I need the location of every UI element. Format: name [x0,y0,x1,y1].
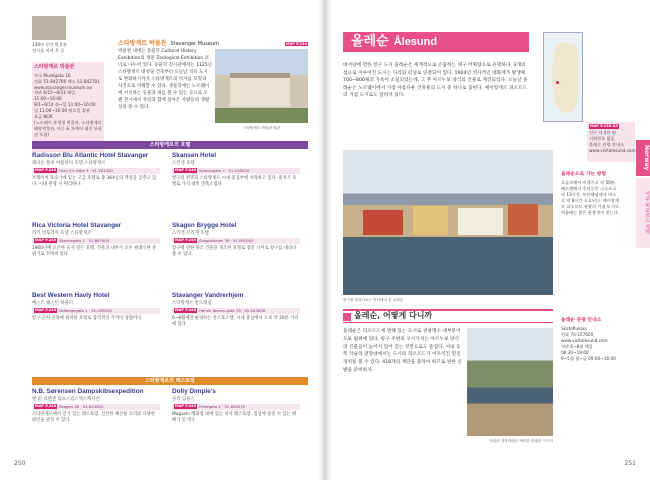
listing-info-bar [32,404,160,410]
listing-subtitle: 베스트 웨스턴 하블리 [32,300,73,306]
access-title: 올레순으로 가는 방법 [561,172,607,177]
listing-map-tag: MAP P.249 [35,404,57,409]
listing-name[interactable]: Skagen Brygge Hotel [172,222,237,229]
right-page [325,0,650,480]
getting-around-header [343,309,553,323]
page-number-left: 250 [14,459,26,467]
listing-entry [32,222,160,258]
museum-title-en: Stavanger Museum [170,40,219,47]
viewpoint-photo [467,328,553,436]
listing-description: 6~8월에만 운영하는 유스호스텔. 시내 중심에서 도보 약 20분 거리에 있다. [172,315,299,327]
listing-info-bar [32,168,160,174]
listing-contact: Skagen 26 · 51-843820 [59,404,104,410]
sidebar-title: 스타방게르 박물관 [34,64,75,70]
museum-title-ko: 스타방게르 박물관 [118,40,167,47]
listing-name[interactable]: Best Western Havly Hotel [32,292,110,299]
viewpoint-photo-caption: 악슬라 전망대에서 바라본 올레순 시가지 [489,439,553,443]
city-title-en: Ålesund [393,35,438,48]
listing-contact: Skagenkaien 30 · 51-850000 [199,238,254,244]
listing-info-bar [172,404,300,410]
listing-description: 항구 근처 골목에 위치한 호텔로 합리적인 가격이 장점이다. [32,315,143,321]
sidebar-text: 주소 Muségata 16 전화 51-842700 팩스 51-842701 www.stavanger.museum.no 개관 6/15~8/31 매일 11:00~16:00 9/1~6/14 화~일 11:00~16:00 일 11:00~16:00 월요일 휴관 요금 NOK (노르웨이 통계청 박물관, 스타방게르 해양박물관, 아동 & 차예어 대중 통합권 포함) [34,72,102,137]
listing-subtitle: 스카겐 브리게 호텔 [172,230,209,236]
restaurants-header: 스타방게르의 레스토랑 [32,377,308,385]
listing-entry [172,292,300,328]
listing-subtitle: 엔 비 쇠렌센 담프스킵스엑스페디숀 [32,396,100,402]
getting-around-title: 올레순, 어떻게 다니까 [354,311,433,321]
getting-around-text: 올레순은 피오르드에 면해 있는 도시로 관광명소 대부분이 도보 범위에 있다. 항구 주변의 구시가지는 아르누보 양식의 건물들이 늘어서 있어 걷는 것만으로도 즐겁다. 시내 동쪽 악슬라 전망대에서는 도시와 피오르드가 어우러진 멋진 경치를 볼 수 있다. 418개의 계단을 올라야 하므로 편한 신발을 준비하자. [343,329,462,373]
museum-section [118,40,308,48]
listing-entry [32,292,160,322]
city-title-banner [343,32,529,52]
city-photo-caption: 항구를 내려다보는 언덕에서 본 올레순 [343,298,404,302]
region-tab[interactable]: Norway [636,140,650,176]
listing-contact: Valbergsgata 1 · 51-939000 [59,308,112,314]
city-info-box [587,122,635,162]
listing-description: 브레이어 호숫가에 있는 고급 호텔로 총 364실의 객실을 갖추고 있다. 시내 관광 시 편리하다. [32,175,157,187]
listing-description: 항구에 면한 목조 건물을 개조한 호텔로 창문 너머로 항구를 내려다볼 수 있다. [172,245,297,257]
listing-map-tag: MAP P.249 [175,404,197,409]
region-map [543,32,583,122]
sidebar-info-box [32,62,104,152]
listing-info-bar [32,238,160,244]
tourist-office-section [561,318,619,362]
listing-name[interactable]: Skansen Hotel [172,152,217,159]
listing-description: 스타방게르에서 인기 있는 레스토랑. 신선한 해산물 요리와 다양한 와인을 즐길 수 있다. [32,411,155,423]
hotels-header: 스타방게르의 호텔 [32,141,308,149]
access-section [561,172,619,216]
listing-name[interactable]: Radisson Blu Atlantic Hotel Stavanger [32,152,149,159]
museum-photo-caption: 스타방게르 박물관 외관 [243,126,280,130]
city-photo [343,150,553,295]
listing-name[interactable]: N.B. Sørensen Dampskibsexpedition [32,388,144,395]
listing-info-bar [32,308,160,314]
listing-info-bar [172,168,300,174]
city-map-tag: MAP P.158-A3 [590,124,618,128]
listing-description: Magasin 백화점 내에 있는 피자 레스토랑. 점심에 즐길 수 있는 뷔페가 인기다. [172,411,297,423]
listing-map-tag: MAP P.249 [35,308,57,313]
listing-info-bar [172,238,300,244]
listing-description: 항구의 전망과 스타방게르 시내 중심부에 자리하고 있다. 중저가 호텔로 가격 대비 만족스럽다. [172,175,297,187]
city-title-ko: 올레순 [351,34,389,50]
sidebar-photo [32,16,66,40]
listing-subtitle: 돌리 딤플스 [172,396,195,402]
museum-map-tag: MAP P.249 [285,41,307,46]
listing-contact: Skansegata 7 · 51-938500 [199,168,250,174]
listing-entry [172,152,300,188]
listing-map-tag: MAP P.249 [175,168,197,173]
listing-name[interactable]: Rica Victoria Hotel Stavanger [32,222,122,229]
listing-map-tag: MAP P.249 [175,238,197,243]
page-number-right: 251 [624,459,636,467]
city-intro-text: 대서양에 면한 항구 도시 올레순은 세계적으로 손꼽히는 대구 어획량으로 유명하다. 3개의 섬으로 이루어진 도시는 다리와 터널로 연결되어 있다. 1904년 역사적인 대화재가 발생해 700~800채의 가옥이 소실되었는데, 그 후 아르누보 양식의 건물로 재건되었다. 오늘날 올레순은 노르웨이에서 가장 아름다운 건축물의 도시 중 하나로 꼽힌다. 예이랑게르 피오르드의 거점 도시로도 알려져 있다. [343,63,528,99]
listing-map-tag: MAP P.249 [35,238,57,243]
listing-entry [32,152,160,188]
listing-description: 1900년에 오픈한 유서 깊은 호텔. 건물과 내부가 모두 클래식한 분위기로 꾸며져 있다. [32,245,157,257]
museum-photo [215,49,308,123]
region-tab-sub[interactable]: 서부 피오르드 지역 [636,178,650,248]
listing-subtitle: 스칸센 호텔 [172,160,195,166]
listing-contact: Olav V's Gate 3 · 51-761000 [59,168,113,174]
listing-contact: Skansegata 1 · 51-867000 [59,238,110,244]
listing-entry [172,388,300,424]
listing-subtitle: 리카 빅토리아 호텔 스타방게르 [32,230,92,236]
tourist-office-text: Skateflukaia 전화 70-157600 www.visitalesund.com 개관 6~8월 매일 08:30~19:00 9~5월 월~금 09:00~16:00 [561,326,616,361]
listing-name[interactable]: Stavanger Vandrerhjem [172,292,244,299]
listing-name[interactable]: Dolly Dimple's [172,388,216,395]
listing-entry [172,222,300,258]
access-text: 오슬로에서 비행기로 약 50분. 베르겐에서 후티루튼 크루즈로 약 13시간, 트론헤임에서 버스로 약 8시간 소요된다. 예이랑게르 피오르드 관광의 거점 도시로 여름에는 많은 관광객이 찾는다. [561,180,619,215]
listing-contact: Kirkegata 2 · 51-856070 [199,404,246,410]
listing-contact: Henrik Ibsens gate 19 · 51-543636 [199,308,266,314]
listing-info-bar [172,308,300,314]
tourist-office-title: 올레순 관광 안내소 [561,318,602,323]
listing-entry [32,388,160,424]
listing-subtitle: 스타방게르 반드레임 [172,300,212,306]
city-info-text: 인구 약 4만 명 지역번호 없음 올레순 관광 안내소 www.visitalesund.com [589,130,636,153]
listing-map-tag: MAP P.249 [35,168,57,173]
section-icon [343,313,351,321]
listing-map-tag: MAP P.248 [175,308,197,313]
listing-subtitle: 래디슨 블루 아틀란틱 호텔 스타방게르 [32,160,106,166]
museum-text: 박물관 내에는 동물학 Cultural History Exhibition의 생물 Zoological Exhibition 코너로 나누어 있다. 동물학 전시관에서는 1125년 스타방게르 대성당 건축부터 오늘날 석유 도시로 변화하기까지 스타방게르의 역사를 모형과 사진으로 이해할 수 있다. 생물학에는 노르웨이에 서식하는 동물과 새를 볼 수 있는 곳으로 오랜 전시에서 자연과 함께 살아온 사람들의 생활상을 볼 수 있다. [118,49,212,110]
sidebar-caption: 130년 동안 박물관 전시를 이어 온 곳 [32,42,67,53]
